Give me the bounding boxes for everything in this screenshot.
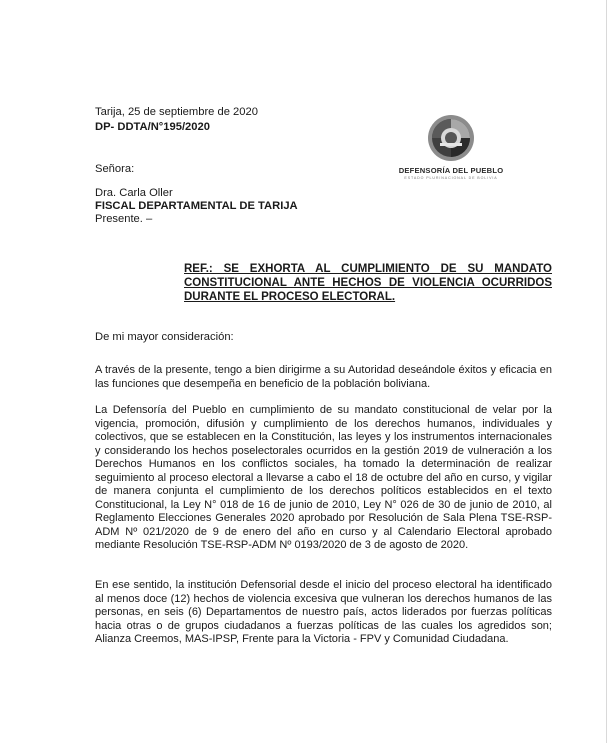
greeting: De mi mayor consideración:	[95, 331, 234, 343]
page-edge	[606, 0, 607, 743]
reference-number: DP- DDTA/N°195/2020	[95, 121, 210, 133]
presente-line: Presente. –	[95, 213, 153, 225]
place-date: Tarija, 25 de septiembre de 2020	[95, 106, 258, 118]
salutation: Señora:	[95, 163, 135, 175]
institution-name: DEFENSORÍA DEL PUEBLO	[398, 166, 504, 175]
paragraph-violence: En ese sentido, la institución Defensorial desde el inicio del proceso electoral ha identificado al menos doce (12) hechos de violencia excesiva que vulneran los derechos humanos de las personas, en seis (6) Departamentos de nuestro país, actos liderados por fuerzas políticas hacia otras o de grupos ciudadanos a fuerzas políticas de las cuales los agredidos son; Alianza Creemos, MAS-IPSP, Frente para la Victoria - FPV y Comunidad Ciudadana.	[95, 579, 552, 646]
institution-subtitle: ESTADO PLURINACIONAL DE BOLIVIA	[404, 176, 498, 180]
subject-reference: REF.: SE EXHORTA AL CUMPLIMIENTO DE SU MANDATO CONSTITUCIONAL ANTE HECHOS DE VIOLENCIA OCURRIDOS DURANTE EL PROCESO ELECTORAL.	[184, 263, 552, 303]
recipient-title: FISCAL DEPARTAMENTAL DE TARIJA	[95, 200, 298, 212]
recipient-name: Dra. Carla Oller	[95, 187, 173, 199]
paragraph-mandate: La Defensoría del Pueblo en cumplimiento de su mandato constitucional de velar por la vigencia, promoción, difusión y cumplimiento de los derechos humanos, individuales y colectivos, que se establecen en la Constitución, las leyes y los instrumentos internacionales y considerando los hechos poselectorales ocurridos en la gestión 2019 de vulneración a los Derechos Humanos en los conflictos sociales, ha tomado la determinación de realizar seguimiento al proceso electoral a llevarse a cabo el 18 de octubre del año en curso, y vigilar de manera conjunta el cumplimiento de los derechos políticos establecidos en el texto Constitucional, la Ley N° 018 de 16 de junio de 2010, Ley N° 026 de 30 de junio de 2010, al Reglamento Elecciones Generales 2020 aprobado por Resolución de Sala Plena TSE-RSP-ADM Nº 021/2020 de 9 de enero del año en curso y al Calendario Electoral aprobado mediante Resolución TSE-RSP-ADM Nº 0193/2020 de 3 de agosto de 2020.	[95, 404, 552, 552]
paragraph-intro: A través de la presente, tengo a bien dirigirme a su Autoridad deseándole éxitos y eficacia en las funciones que desempeña en beneficio de la población boliviana.	[95, 364, 552, 390]
institution-logo	[392, 113, 510, 180]
emblem-icon	[426, 113, 476, 163]
